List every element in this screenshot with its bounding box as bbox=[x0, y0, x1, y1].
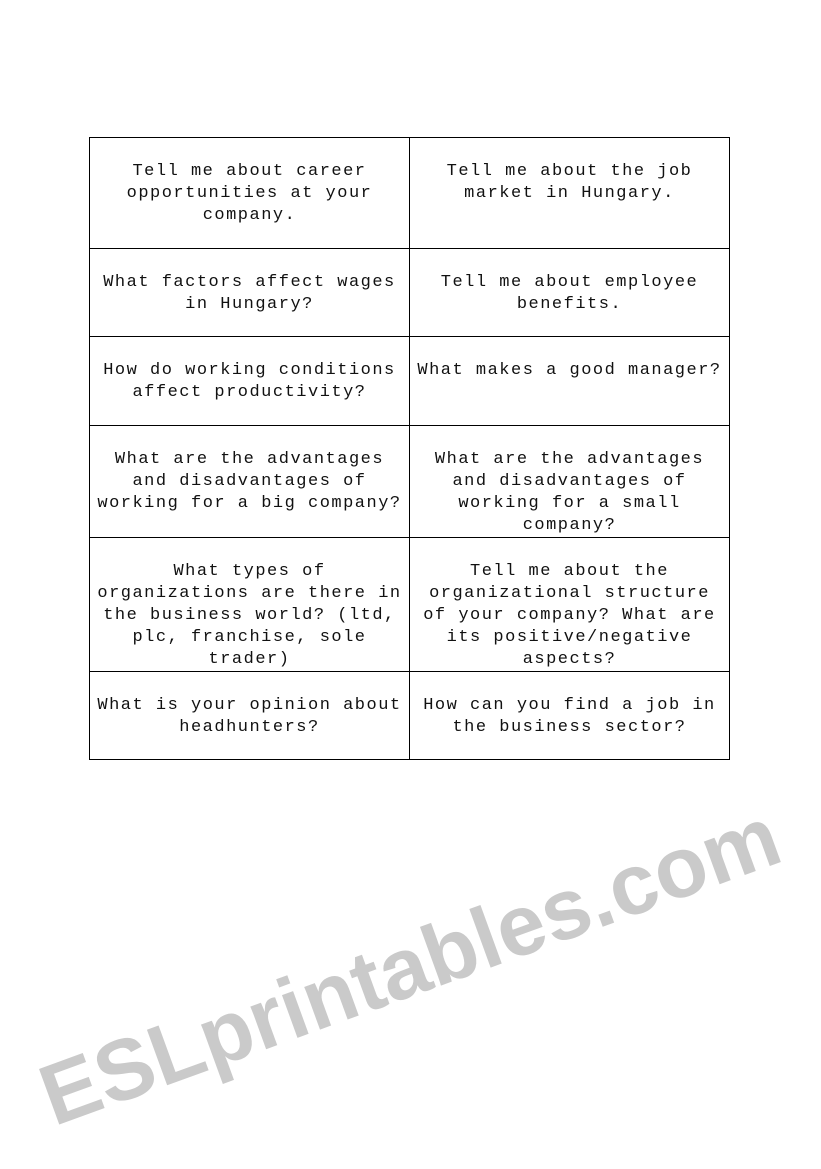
table-row bbox=[90, 426, 730, 538]
watermark: ESLprintables.com bbox=[27, 787, 793, 1145]
card: How do working conditions affect productivity? bbox=[90, 337, 410, 426]
card: What factors affect wages in Hungary? bbox=[90, 249, 410, 337]
card: Tell me about career opportunities at your company. bbox=[90, 138, 410, 249]
card: How can you find a job in the business sector? bbox=[410, 672, 730, 760]
question-cards-table bbox=[89, 137, 730, 760]
table-row bbox=[90, 672, 730, 760]
card: What is your opinion about headhunters? bbox=[90, 672, 410, 760]
table-row bbox=[90, 337, 730, 426]
table-row bbox=[90, 138, 730, 249]
card: Tell me about employee benefits. bbox=[410, 249, 730, 337]
table-row bbox=[90, 538, 730, 672]
card: Tell me about the organizational structure of your company? What are its positive/negative aspects? bbox=[410, 538, 730, 672]
table-row bbox=[90, 249, 730, 337]
card: What types of organizations are there in the business world? (ltd, plc, franchise, sole trader) bbox=[90, 538, 410, 672]
card: What are the advantages and disadvantages of working for a big company? bbox=[90, 426, 410, 538]
card: What are the advantages and disadvantages of working for a small company? bbox=[410, 426, 730, 538]
card: Tell me about the job market in Hungary. bbox=[410, 138, 730, 249]
card: What makes a good manager? bbox=[410, 337, 730, 426]
